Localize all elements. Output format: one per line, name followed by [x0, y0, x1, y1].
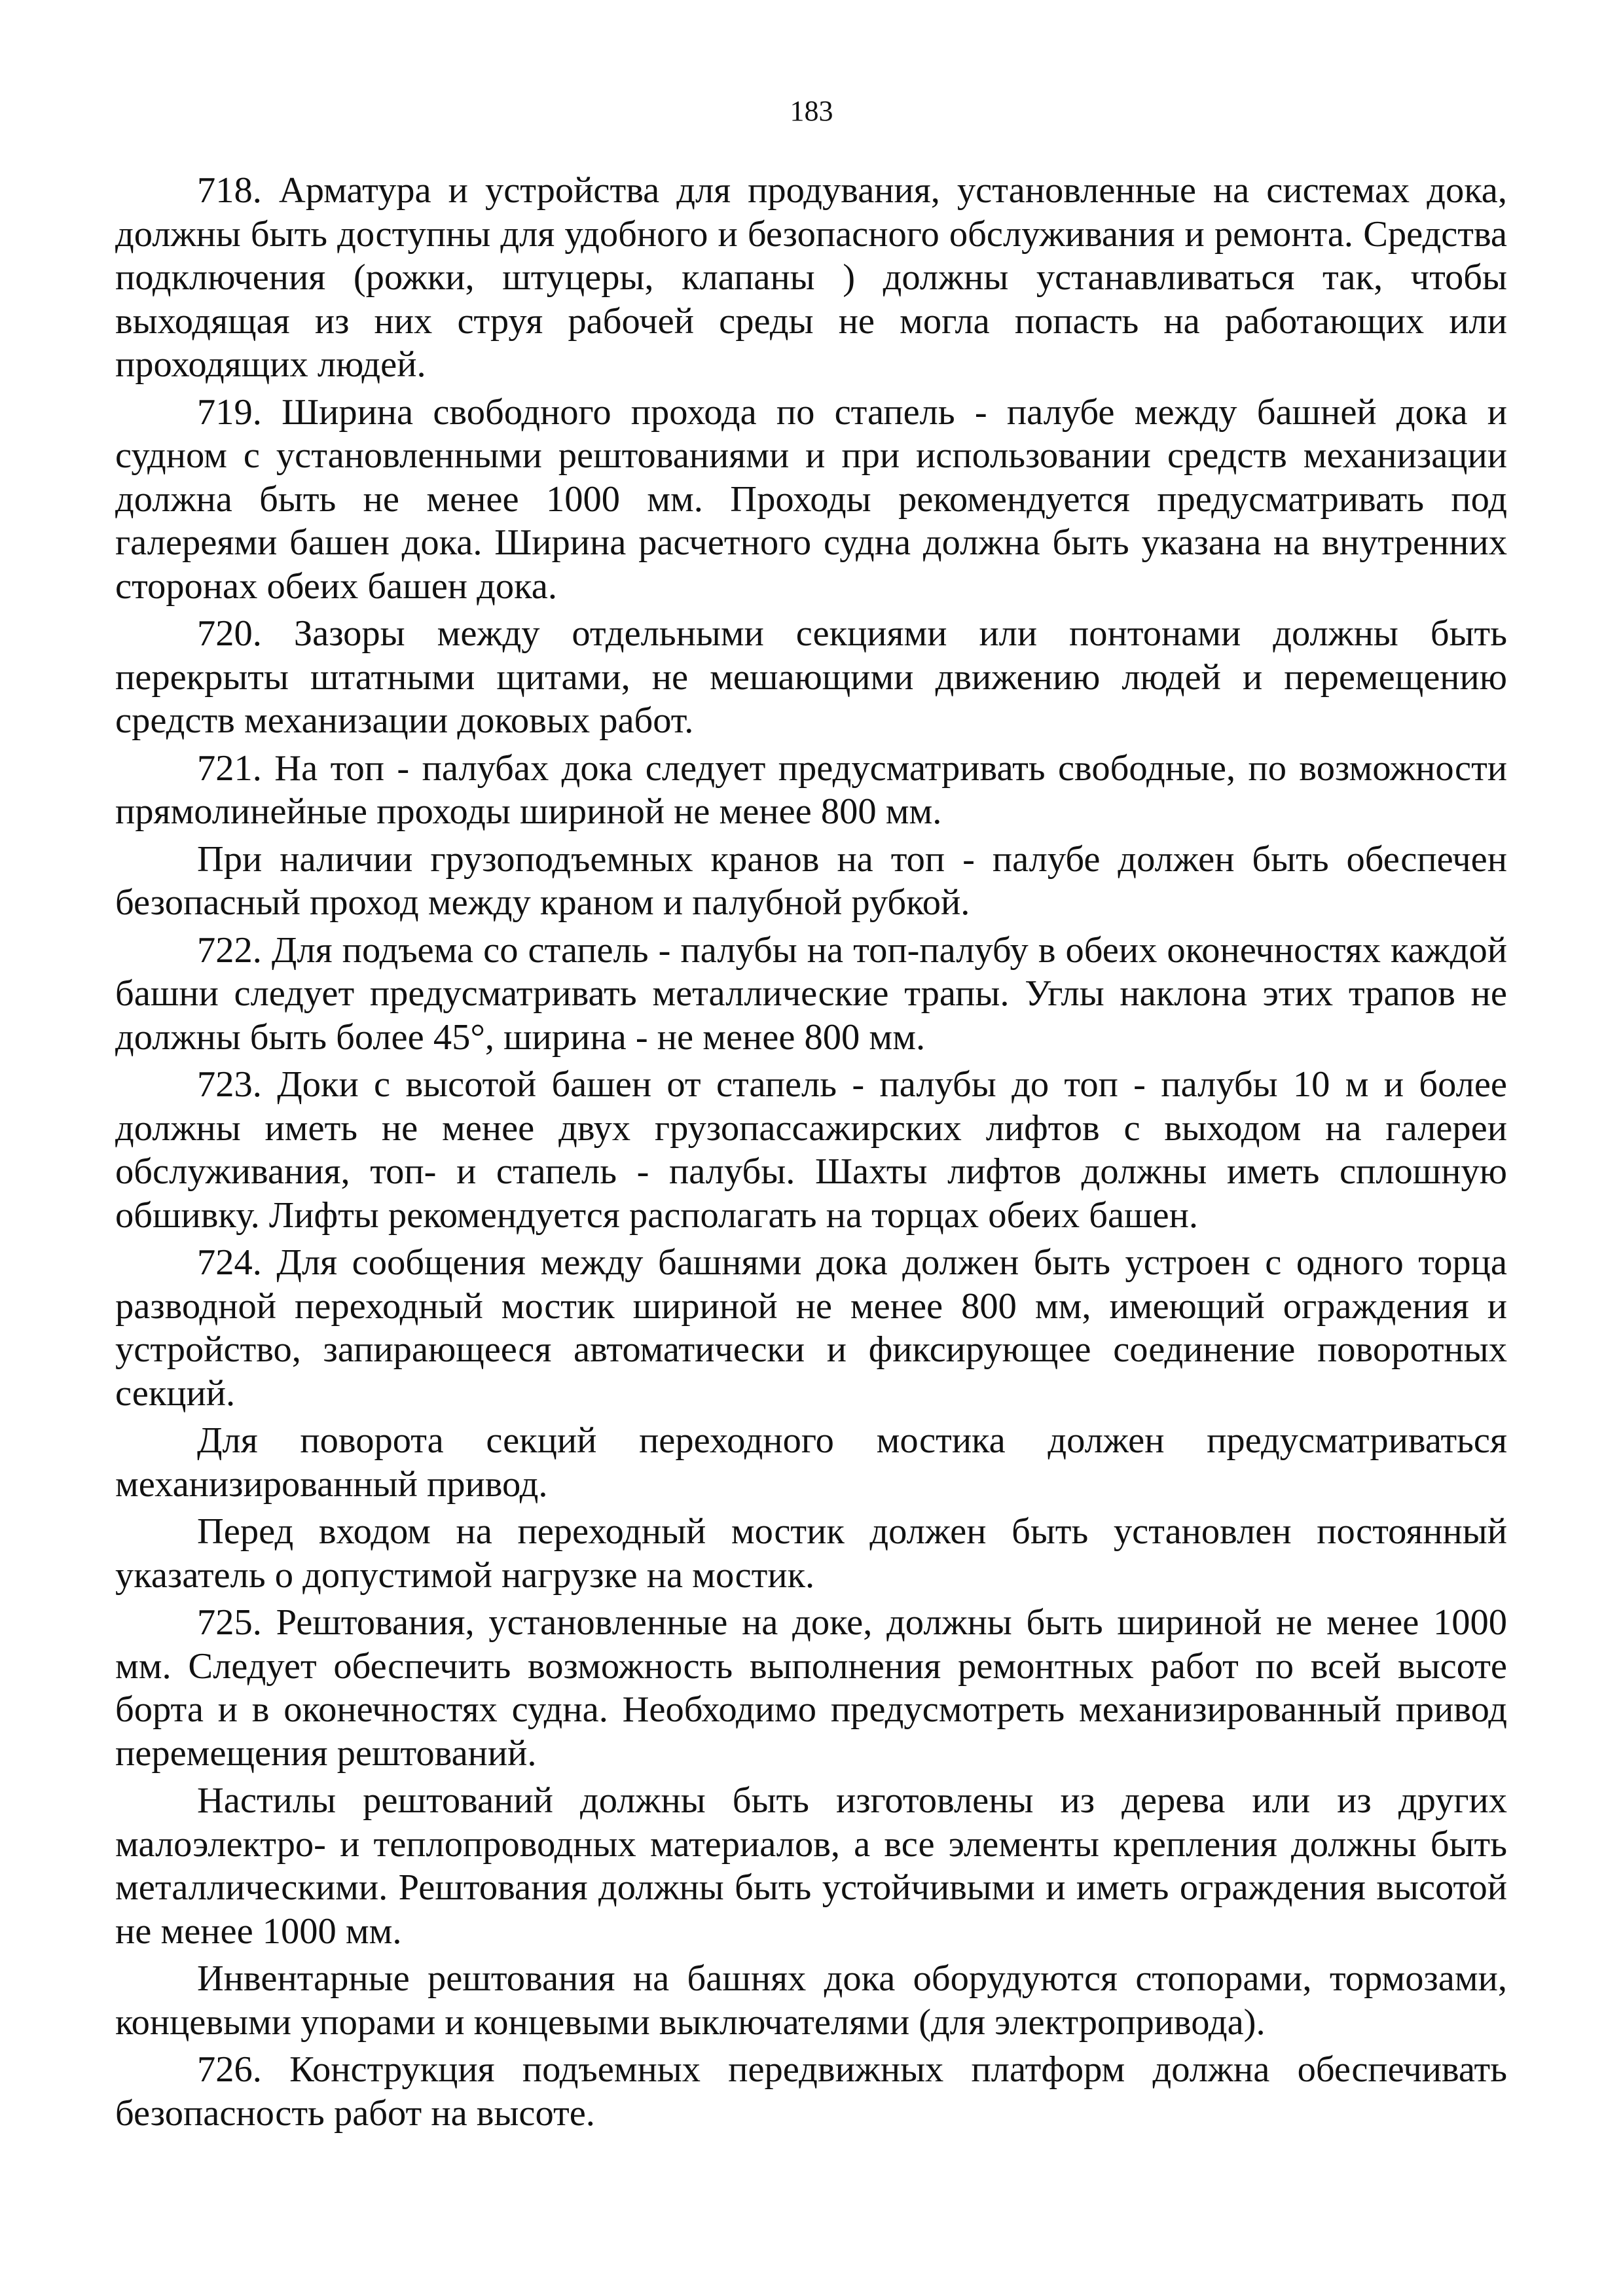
document-body [115, 169, 1507, 2135]
paragraph-725-decking: Настилы рештований должны быть изготовлены из дерева или из других малоэлектро- и теплопроводных материалов, а все элементы крепления должны быть металлическими. Рештования должны быть устойчивыми и иметь ограждения высотой не менее 1000 мм. [115, 1780, 1507, 1952]
paragraph-725: 725. Рештования, установленные на доке, должны быть шириной не менее 1000 мм. Следует обеспечить возможность выполнения ремонтных работ по всей высоте борта и в оконечностях судна. Необходимо предусмотреть механизированный привод перемещения рештований. [115, 1602, 1507, 1774]
paragraph-720: 720. Зазоры между отдельными секциями или понтонами должны быть перекрыты штатными щитами, не мешающими движению людей и перемещению средств механизации доковых работ. [115, 613, 1507, 741]
paragraph-721: 721. На топ - палубах дока следует предусматривать свободные, по возможности прямолинейные проходы шириной не менее 800 мм. [115, 747, 1507, 832]
paragraph-721-cranes: При наличии грузоподъемных кранов на топ - палубе должен быть обеспечен безопасный проход между краном и палубной рубкой. [115, 838, 1507, 923]
paragraph-726: 726. Конструкция подъемных передвижных платформ должна обеспечивать безопасность работ на высоте. [115, 2049, 1507, 2134]
paragraph-723: 723. Доки с высотой башен от стапель - палубы до топ - палубы 10 м и более должны иметь не менее двух грузопассажирских лифтов с выходом на галереи обслуживания, топ- и стапель - палубы. Шахты лифтов должны иметь сплошную обшивку. Лифты рекомендуется располагать на торцах обеих башен. [115, 1064, 1507, 1236]
page-number: 183 [790, 95, 833, 127]
paragraph-724-load-sign: Перед входом на переходный мостик должен быть установлен постоянный указатель о допустимой нагрузке на мостик. [115, 1511, 1507, 1596]
paragraph-722: 722. Для подъема со стапель - палубы на топ-палубу в обеих оконечностях каждой башни следует предусматривать металлические трапы. Углы наклона этих трапов не должны быть более 45°, ширина - не менее 800 мм. [115, 929, 1507, 1058]
paragraph-719: 719. Ширина свободного прохода по стапель - палубе между башней дока и судном с установленными рештованиями и при использовании средств механизации должна быть не менее 1000 мм. Проходы рекомендуется предусматривать под галереями башен дока. Ширина расчетного судна должна быть указана на внутренних сторонах обеих башен дока. [115, 391, 1507, 607]
paragraph-724: 724. Для сообщения между башнями дока должен быть устроен с одного торца разводной переходный мостик шириной не менее 800 мм, имеющий ограждения и устройство, запирающееся автоматически и фиксирующее соединение поворотных секций. [115, 1242, 1507, 1414]
paragraph-718: 718. Арматура и устройства для продувания, установленные на системах дока, должны быть доступны для удобного и безопасного обслуживания и ремонта. Средства подключения (рожки, штуцеры, клапаны ) должны устанавливаться так, чтобы выходящая из них струя рабочей среды не могла попасть на работающих или проходящих людей. [115, 170, 1507, 385]
paragraph-724-drive: Для поворота секций переходного мостика должен предусматриваться механизированный привод. [115, 1420, 1507, 1505]
paragraph-725-inventory: Инвентарные рештования на башнях дока оборудуются стопорами, тормозами, концевыми упорами и концевыми выключателями (для электропривода). [115, 1958, 1507, 2043]
